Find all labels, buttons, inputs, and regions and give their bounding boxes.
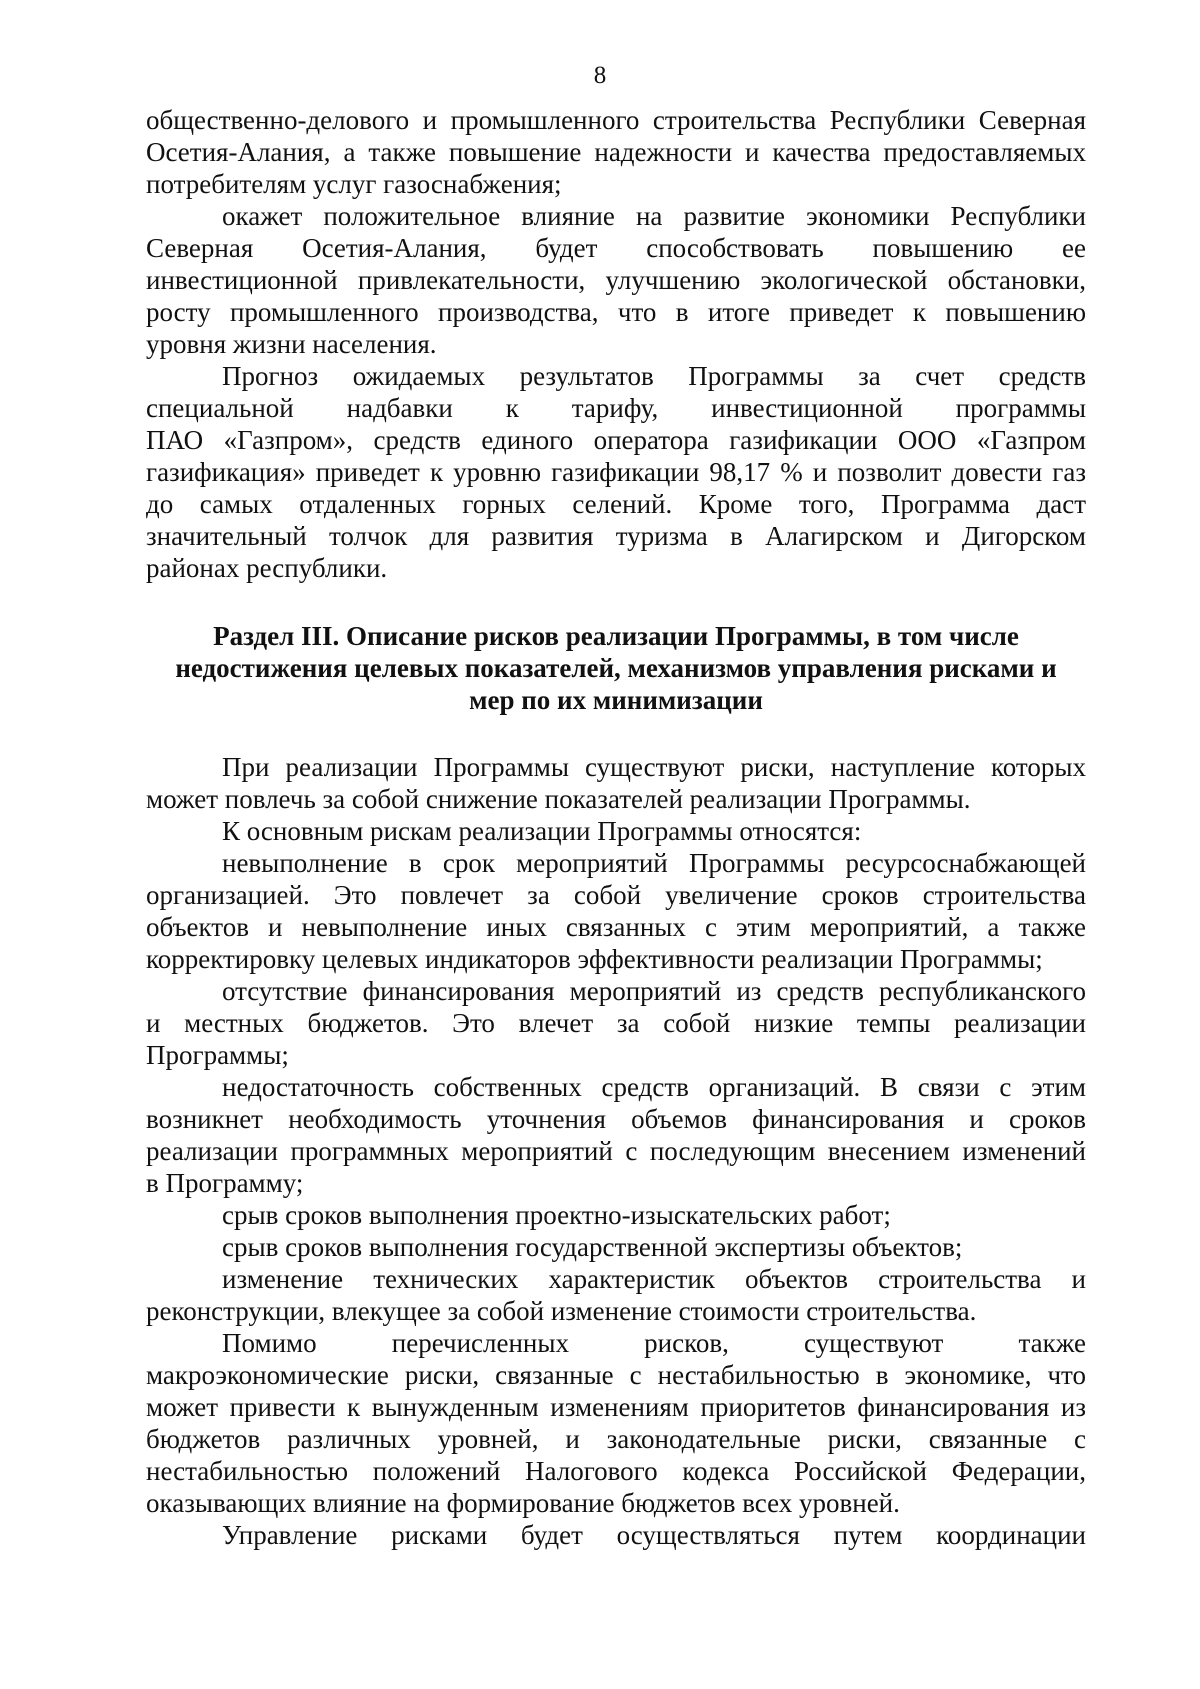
text-line: оказывающих влияние на формирование бюджетов всех уровней.	[146, 1488, 900, 1518]
text-line: может повлечь за собой снижение показателей реализации Программы.	[146, 784, 971, 814]
text-line: общественно-делового и промышленного строительства Республики Северная	[146, 105, 1086, 135]
text-line: Управление рисками будет осуществляться путем координации	[222, 1520, 1086, 1550]
text-line: Программы;	[146, 1040, 289, 1070]
text-line: макроэкономические риски, связанные с нестабильностью в экономике, что	[146, 1360, 1086, 1390]
text-line: специальной надбавки к тарифу, инвестиционной программы	[146, 393, 1086, 423]
text-line: газификация» приведет к уровню газификации 98,17 % и позволит довести газ	[146, 457, 1086, 487]
heading-line: Раздел III. Описание рисков реализации Программы, в том числе	[213, 621, 1019, 651]
text-line: до самых отдаленных горных селений. Кроме того, Программа даст	[146, 489, 1086, 519]
text-line: К основным рискам реализации Программы относятся:	[222, 816, 862, 846]
text-line: в Программу;	[146, 1168, 304, 1198]
text-line: Осетия-Алания, а также повышение надежности и качества предоставляемых	[146, 137, 1086, 167]
text-line: окажет положительное влияние на развитие экономики Республики	[222, 201, 1086, 231]
text-line: отсутствие финансирования мероприятий из средств республиканского	[222, 976, 1086, 1006]
text-line: Северная Осетия-Алания, будет способствовать повышению ее	[146, 233, 1086, 263]
text-line: и местных бюджетов. Это влечет за собой низкие темпы реализации	[146, 1008, 1086, 1038]
text-line: возникнет необходимость уточнения объемов финансирования и сроков	[146, 1104, 1086, 1134]
text-line: Помимо перечисленных рисков, существуют также	[222, 1328, 1086, 1358]
page-number: 8	[593, 62, 607, 89]
text-line: Прогноз ожидаемых результатов Программы за счет средств	[222, 361, 1086, 391]
text-line: объектов и невыполнение иных связанных с этим мероприятий, а также	[146, 912, 1086, 942]
text-line: росту промышленного производства, что в итоге приведет к повышению	[146, 297, 1086, 327]
text-line: ПАО «Газпром», средств единого оператора газификации ООО «Газпром	[146, 425, 1086, 455]
text-line: При реализации Программы существуют риски, наступление которых	[222, 752, 1086, 782]
text-line: районах республики.	[146, 553, 388, 583]
text-line: значительный толчок для развития туризма в Алагирском и Дигорском	[146, 521, 1086, 551]
text-line: срыв сроков выполнения проектно-изыскательских работ;	[222, 1200, 891, 1230]
text-line: инвестиционной привлекательности, улучшению экологической обстановки,	[146, 265, 1086, 295]
text-line: организацией. Это повлечет за собой увеличение сроков строительства	[146, 880, 1086, 910]
text-line: реализации программных мероприятий с последующим внесением изменений	[146, 1136, 1086, 1166]
text-line: уровня жизни населения.	[146, 329, 437, 359]
text-line: корректировку целевых индикаторов эффективности реализации Программы;	[146, 944, 1043, 974]
text-line: невыполнение в срок мероприятий Программы ресурсоснабжающей	[222, 848, 1086, 878]
text-line: бюджетов различных уровней, и законодательные риски, связанные с	[146, 1424, 1086, 1454]
text-line: срыв сроков выполнения государственной экспертизы объектов;	[222, 1232, 963, 1262]
text-line: недостаточность собственных средств организаций. В связи с этим	[222, 1072, 1086, 1102]
text-line: нестабильностью положений Налогового кодекса Российской Федерации,	[146, 1456, 1086, 1486]
text-line: изменение технических характеристик объектов строительства и	[222, 1264, 1086, 1294]
heading-line: мер по их минимизации	[469, 685, 763, 715]
text-line: потребителям услуг газоснабжения;	[146, 169, 562, 199]
text-line: может привести к вынужденным изменениям приоритетов финансирования из	[146, 1392, 1086, 1422]
text-line: реконструкции, влекущее за собой изменение стоимости строительства.	[146, 1296, 977, 1326]
heading-line: недостижения целевых показателей, механизмов управления рисками и	[175, 653, 1057, 683]
